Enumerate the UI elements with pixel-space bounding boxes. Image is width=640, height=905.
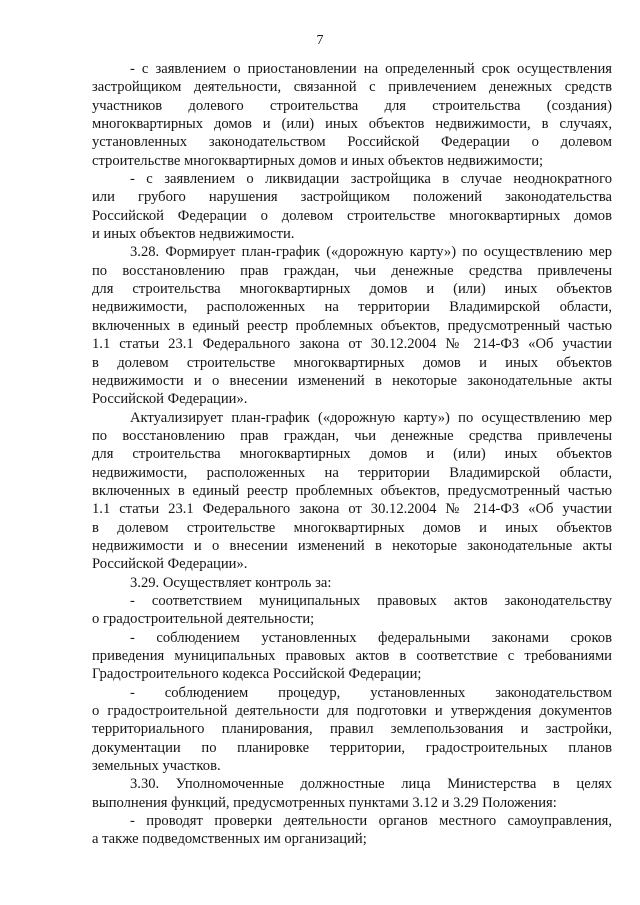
- text-line: Российской Федерации».: [92, 391, 248, 408]
- text-line: 1.1 статьи 23.1 Федерального закона от 30.12.2004 № 214-ФЗ «Об участии: [92, 501, 612, 518]
- text-line: земельных участков.: [92, 758, 221, 775]
- text-line: многоквартирных домов и (или) иных объектов недвижимости, в случаях,: [92, 116, 612, 133]
- text-line: - проводят проверки деятельности органов местного самоуправления,: [130, 813, 612, 830]
- text-line: о градостроительной деятельности;: [92, 611, 315, 628]
- text-line: по восстановлению прав граждан, чьи денежные средства привлечены: [92, 262, 612, 279]
- text-line: выполнения функций, предусмотренных пунктами 3.12 и 3.29 Положения:: [92, 794, 557, 811]
- text-line: в долевом строительстве многоквартирных домов и иных объектов: [92, 519, 612, 536]
- text-line: застройщиком деятельности, связанной с привлечением денежных средств: [92, 79, 612, 96]
- text-line: документации по планировке территории, градостроительных планов: [92, 739, 612, 756]
- text-line: Российской Федерации о долевом строительстве многоквартирных домов: [92, 207, 612, 224]
- text-line: 3.28. Формирует план-график («дорожную карту») по осуществлению мер: [130, 244, 612, 261]
- text-line: недвижимости и о внесении изменений в некоторые законодательные акты: [92, 372, 612, 389]
- text-line: а также подведомственных им организаций;: [92, 831, 367, 848]
- text-line: участников долевого строительства для строительства (создания): [92, 97, 612, 114]
- text-line: - соблюдением установленных федеральными законами сроков: [130, 629, 612, 646]
- text-line: по восстановлению прав граждан, чьи денежные средства привлечены: [92, 427, 612, 444]
- text-line: Актуализирует план-график («дорожную карту») по осуществлению мер: [130, 409, 612, 426]
- text-line: недвижимости, расположенных на территории Владимирской области,: [92, 464, 612, 481]
- text-line: 3.29. Осуществляет контроль за:: [130, 574, 332, 591]
- paragraph: [92, 812, 612, 849]
- text-line: строительстве многоквартирных домов и иных объектов недвижимости;: [92, 152, 544, 169]
- text-line: или грубого нарушения застройщиком положений законодательства: [92, 189, 612, 206]
- text-line: - с заявлением о ликвидации застройщика в случае неоднократного: [130, 171, 612, 188]
- text-line: - соответствием муниципальных правовых актов законодательству: [130, 592, 612, 609]
- paragraph: [92, 574, 612, 592]
- text-line: для строительства многоквартирных домов и (или) иных объектов: [92, 281, 612, 298]
- paragraph: [92, 170, 612, 243]
- text-line: Российской Федерации».: [92, 556, 248, 573]
- text-line: недвижимости, расположенных на территории Владимирской области,: [92, 299, 612, 316]
- paragraph: [92, 60, 612, 170]
- text-line: включенных в единый реестр проблемных объектов, предусмотренный частью: [92, 317, 612, 334]
- text-line: включенных в единый реестр проблемных объектов, предусмотренный частью: [92, 482, 612, 499]
- text-line: 3.30. Уполномоченные должностные лица Министерства в целях: [130, 776, 612, 793]
- paragraph: [92, 409, 612, 574]
- text-line: для строительства многоквартирных домов и (или) иных объектов: [92, 446, 612, 463]
- document-body: [92, 60, 612, 849]
- text-line: о градостроительной деятельности для подготовки и утверждения документов: [92, 703, 612, 720]
- text-line: и иных объектов недвижимости.: [92, 226, 295, 243]
- text-line: установленных законодательством Российской Федерации о долевом: [92, 134, 612, 151]
- paragraph: [92, 592, 612, 629]
- text-line: в долевом строительстве многоквартирных домов и иных объектов: [92, 354, 612, 371]
- text-line: недвижимости и о внесении изменений в некоторые законодательные акты: [92, 537, 612, 554]
- paragraph: [92, 243, 612, 408]
- text-line: - соблюдением процедур, установленных законодательством: [130, 684, 612, 701]
- paragraph: [92, 684, 612, 776]
- text-line: - с заявлением о приостановлении на определенный срок осуществления: [130, 61, 612, 77]
- page-number: 7: [316, 33, 324, 48]
- text-line: приведения муниципальных правовых актов в соответствие с требованиями: [92, 648, 612, 664]
- paragraph: [92, 775, 612, 812]
- text-line: 1.1 статьи 23.1 Федерального закона от 30.12.2004 № 214-ФЗ «Об участии: [92, 336, 612, 353]
- paragraph: [92, 629, 612, 684]
- text-line: территориального планирования, правил землепользования и застройки,: [92, 721, 612, 738]
- text-line: Градостроительного кодекса Российской Федерации;: [92, 666, 422, 683]
